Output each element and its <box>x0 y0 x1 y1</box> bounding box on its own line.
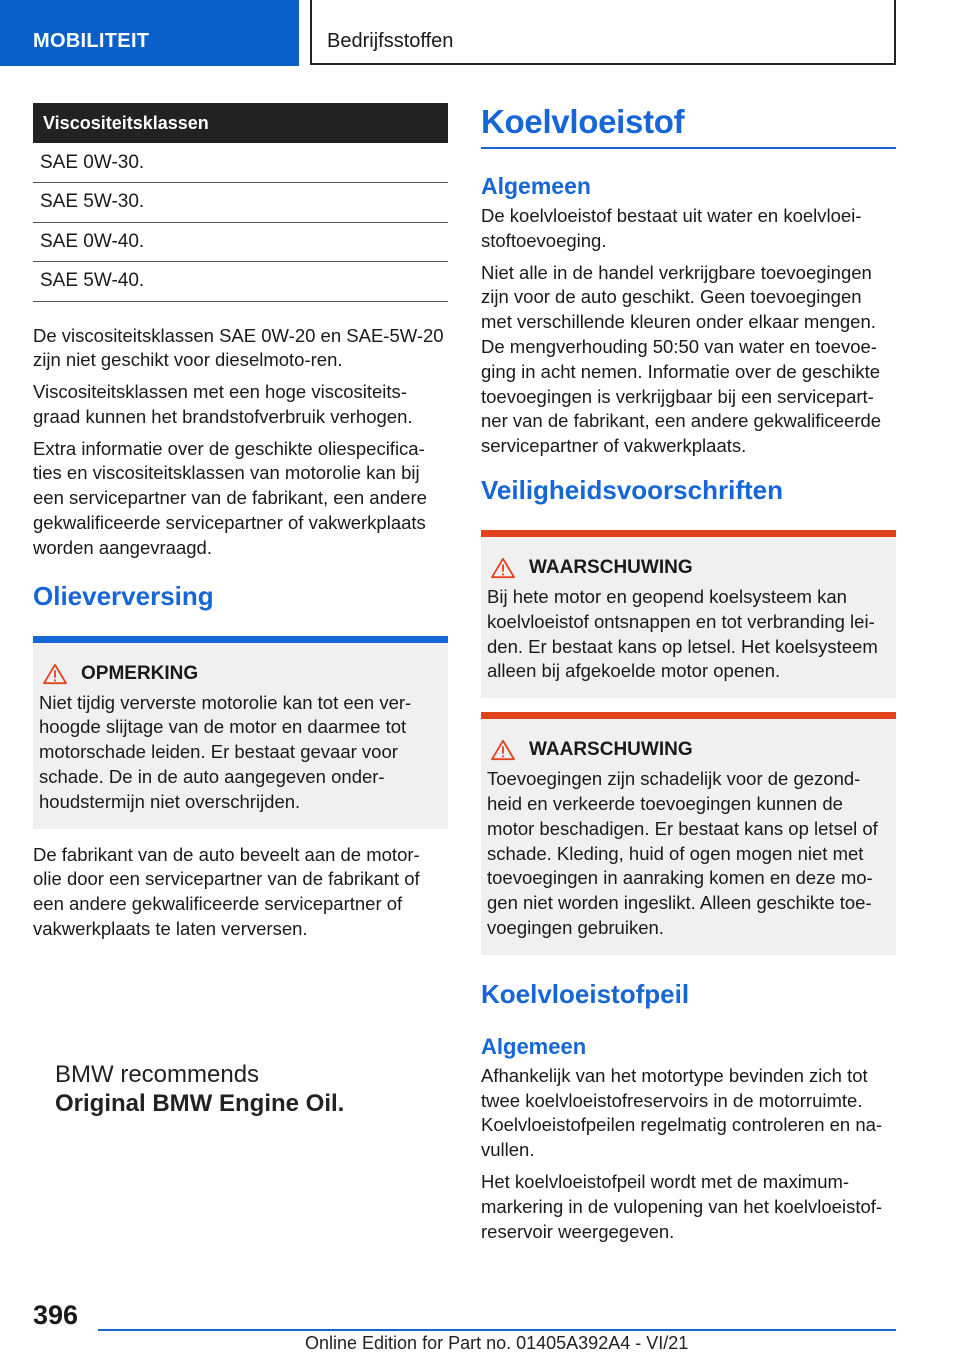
table-row <box>33 262 448 302</box>
warning-box <box>481 712 896 955</box>
level-sub-heading: Algemeen <box>481 1033 587 1059</box>
table-cell: SAE 0W-30. <box>33 143 448 183</box>
notice-text: Niet tijdig ververste motorolie kan tot een ver-hoogde slijtage van de motor en daarmee tot motorschade leiden. Er bestaat gevaar voor schade. De in de auto aangegeven onder-houdstermijn niet overschrijden. <box>39 691 412 812</box>
page-header <box>0 0 960 66</box>
table-cell: SAE 5W-40. <box>33 262 448 302</box>
notice-title: OPMERKING <box>81 662 199 684</box>
warning-triangle-icon <box>41 663 69 685</box>
table-row <box>33 222 448 262</box>
table-header: Viscositeitsklassen <box>33 103 448 143</box>
page-title: Koelvloeistof <box>481 103 896 149</box>
safety-heading: Veiligheidsvoorschriften <box>481 474 783 505</box>
body-paragraph: De viscositeitsklassen SAE 0W-20 en SAE-5W-20 zijn niet geschikt voor dieselmoto-ren. <box>33 324 444 371</box>
left-column <box>33 103 448 949</box>
body-paragraph: Het koelvloeistofpeil wordt met de maximum-markering in de vulopening van het koelvloeistof-reservoir weergegeven. <box>481 1170 883 1242</box>
notice-box <box>33 636 448 829</box>
oil-change-heading: Olieverversing <box>33 580 214 611</box>
body-paragraph: Afhankelijk van het motortype bevinden zich tot twee koelvloeistofreservoirs in de motorruimte. Koelvloeistofpeilen regelmatig controleren en na-vullen. <box>481 1064 883 1161</box>
bmw-oil-logo <box>55 1060 355 1118</box>
body-paragraph: Niet alle in de handel verkrijgbare toevoegingen zijn voor de auto geschikt. Geen toevoegingen met verschillende kleuren onder elkaar mengen. De mengverhouding 50:50 van water en toevoe-ging in acht nemen. Informatie over de geschikte toevoegingen is verkrijgbaar bij een servicepart-ner van de fabrikant, een andere gekwalificeerde servicepartner of vakwerkplaats. <box>481 261 882 457</box>
body-paragraph: De koelvloeistof bestaat uit water en koelvloei-stoftoevoeging. <box>481 205 862 251</box>
chapter-title: Bedrijfsstoffen <box>310 0 896 65</box>
warning-title: WAARSCHUWING <box>529 556 693 578</box>
table-cell: SAE 0W-40. <box>33 222 448 262</box>
table-cell: SAE 5W-30. <box>33 183 448 223</box>
warning-text: Bij hete motor en geopend koelsysteem kan koelvloeistof ontsnappen en tot verbranding lei-den. Er bestaat kans op letsel. Het koelsysteem alleen bij afgekoelde motor openen. <box>487 585 878 682</box>
warning-box <box>481 530 896 698</box>
warning-triangle-icon <box>489 739 517 761</box>
viscosity-table <box>33 103 448 302</box>
warning-triangle-icon <box>489 557 517 579</box>
body-paragraph: Viscositeitsklassen met een hoge viscositeits-graad kunnen het brandstofverbruik verhogen. <box>33 381 413 427</box>
table-row <box>33 143 448 183</box>
bmw-logo-line1: BMW recommends <box>55 1061 260 1088</box>
table-row <box>33 183 448 223</box>
edition-text: Online Edition for Part no. 01405A392A4 - VI/21 <box>305 1333 689 1353</box>
right-column <box>481 103 896 1251</box>
coolant-level-heading: Koelvloeistofpeil <box>481 978 690 1009</box>
bmw-logo-line2: Original BMW Engine Oil. <box>55 1090 345 1117</box>
footer-divider <box>98 1329 896 1331</box>
warning-title: WAARSCHUWING <box>529 739 693 761</box>
warning-text: Toevoegingen zijn schadelijk voor de gezond-heid en verkeerde toevoegingen kunnen de motor beschadigen. Er bestaat kans op letsel of schade. Kleding, huid of ogen mogen niet met toevoegingen in aanraking komen en deze mo-gen niet worden ingeslikt. Alleen geschikte toe-voegingen gebruiken. <box>487 768 878 938</box>
page-number: 396 <box>33 1300 79 1330</box>
general-heading: Algemeen <box>481 173 591 199</box>
section-tab: MOBILITEIT <box>0 0 299 66</box>
body-paragraph: De fabrikant van de auto beveelt aan de motor-olie door een servicepartner van de fabrikant of een andere gekwalificeerde servicepartner of vakwerkplaats te laten verversen. <box>33 843 420 940</box>
body-paragraph: Extra informatie over de geschikte oliespecifica-ties en viscositeitsklassen van motorolie kan bij een servicepartner van de fabrikant, een andere gekwalificeerde servicepartner of vakwerkplaats worden aangevraagd. <box>33 437 427 558</box>
